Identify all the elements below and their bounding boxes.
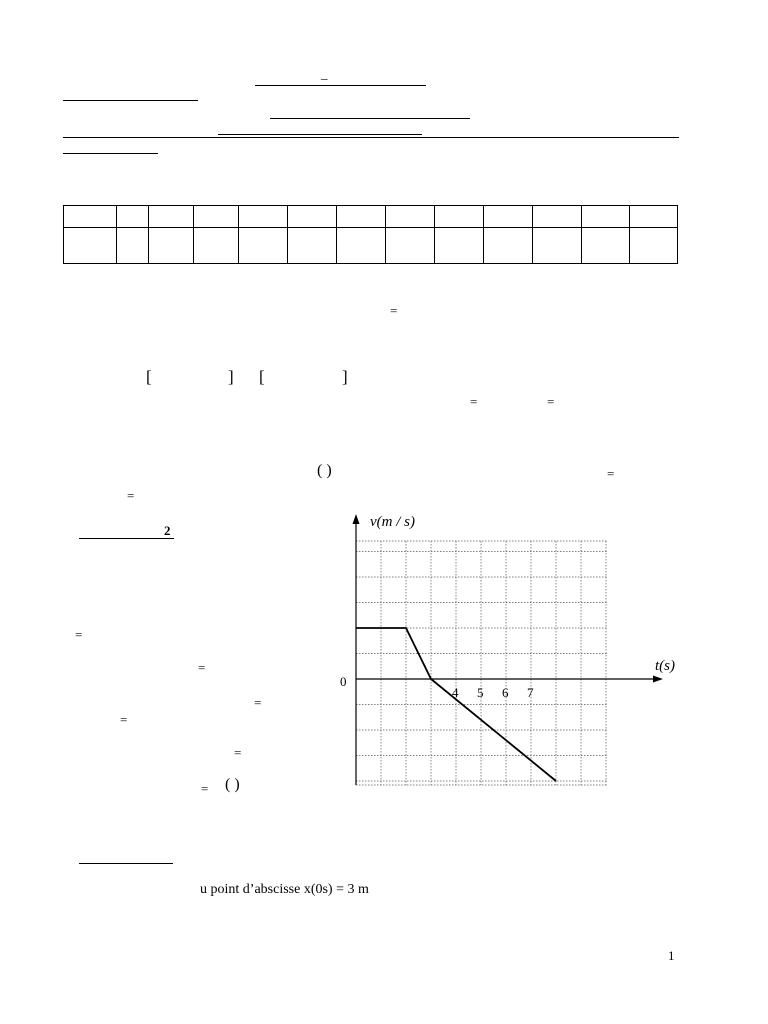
equals-sign: = bbox=[75, 627, 83, 642]
table-cell bbox=[484, 228, 533, 264]
bracket-close: ] bbox=[228, 367, 234, 386]
section-rule bbox=[63, 137, 679, 138]
parentheses: ( ) bbox=[225, 776, 240, 793]
page-number: 1 bbox=[668, 948, 675, 963]
parentheses: ( ) bbox=[317, 462, 332, 479]
graph-grid bbox=[356, 541, 608, 785]
title-mark: _ bbox=[321, 66, 328, 81]
x-tick-label: 6 bbox=[502, 685, 509, 700]
table-cell bbox=[484, 206, 533, 228]
section-3-underline bbox=[79, 863, 173, 864]
table-cell bbox=[630, 206, 678, 228]
table-cell bbox=[117, 228, 149, 264]
section-number: 2 bbox=[164, 523, 171, 538]
table-cell bbox=[337, 206, 386, 228]
table-row bbox=[64, 206, 678, 228]
table-cell bbox=[239, 206, 288, 228]
velocity-time-graph bbox=[330, 505, 675, 795]
table-cell bbox=[435, 228, 484, 264]
table-cell bbox=[288, 228, 337, 264]
x-tick-label: 4 bbox=[452, 685, 459, 700]
equals-sign: = bbox=[390, 303, 398, 318]
x-axis-label: t(s) bbox=[655, 658, 675, 674]
equals-sign: = bbox=[470, 394, 478, 409]
table-cell bbox=[149, 228, 194, 264]
equals-sign: = bbox=[120, 712, 128, 727]
title-underline-5 bbox=[63, 153, 158, 154]
table-cell bbox=[194, 228, 239, 264]
bracket-close: ] bbox=[342, 367, 348, 386]
table-cell bbox=[582, 228, 630, 264]
title-underline-2 bbox=[63, 100, 198, 101]
section-2-underline bbox=[79, 538, 174, 539]
x-tick-label: 7 bbox=[527, 685, 534, 700]
equals-sign: = bbox=[201, 781, 209, 796]
origin-label: 0 bbox=[340, 674, 347, 689]
problem-statement: u point d’abscisse x(0s) = 3 m bbox=[200, 882, 369, 897]
x-tick-label: 5 bbox=[477, 685, 484, 700]
table-cell bbox=[117, 206, 149, 228]
equals-sign: = bbox=[234, 745, 242, 760]
title-underline-1 bbox=[255, 85, 426, 86]
equals-sign: = bbox=[607, 466, 615, 481]
table-cell bbox=[533, 206, 582, 228]
equals-sign: = bbox=[127, 488, 135, 503]
y-axis-label: v(m / s) bbox=[370, 514, 415, 530]
equals-sign: = bbox=[547, 394, 555, 409]
data-table bbox=[63, 205, 678, 264]
x-axis-arrow bbox=[653, 676, 663, 683]
table-cell bbox=[64, 228, 117, 264]
y-axis-arrow bbox=[353, 514, 360, 524]
x-tick-labels bbox=[452, 685, 534, 700]
table-cell bbox=[630, 228, 678, 264]
bracket-open: [ bbox=[146, 367, 152, 386]
table-cell bbox=[386, 206, 435, 228]
table-cell bbox=[386, 228, 435, 264]
table-cell bbox=[64, 206, 117, 228]
table-cell bbox=[533, 228, 582, 264]
table-cell bbox=[435, 206, 484, 228]
table-cell bbox=[194, 206, 239, 228]
table-cell bbox=[337, 228, 386, 264]
title-underline-3 bbox=[270, 118, 470, 119]
equals-sign: = bbox=[254, 695, 262, 710]
table-cell bbox=[239, 228, 288, 264]
table-cell bbox=[582, 206, 630, 228]
bracket-open: [ bbox=[259, 367, 265, 386]
table-cell bbox=[288, 206, 337, 228]
equals-sign: = bbox=[198, 660, 206, 675]
title-underline-4 bbox=[218, 134, 422, 135]
table-row bbox=[64, 228, 678, 264]
table-cell bbox=[149, 206, 194, 228]
